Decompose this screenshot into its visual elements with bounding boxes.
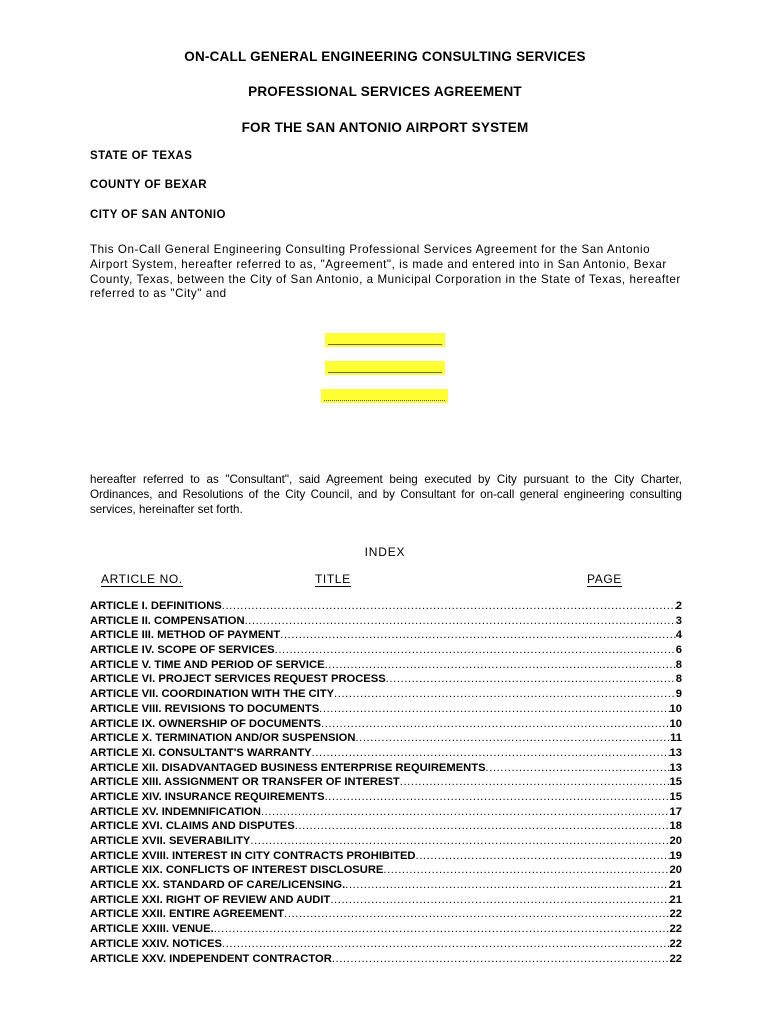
toc-leader-dots (250, 835, 669, 847)
toc-entry[interactable] (90, 732, 682, 747)
toc-entry-title: ARTICLE XIII. ASSIGNMENT OR TRANSFER OF INTEREST (90, 776, 400, 789)
toc-leader-dots (325, 791, 670, 803)
document-subtitle-airport: FOR THE SAN ANTONIO AIRPORT SYSTEM (241, 120, 529, 135)
toc-entry-page: 20 (669, 864, 682, 877)
toc-entry-page: 10 (669, 702, 682, 715)
toc-entry-title: ARTICLE III. METHOD OF PAYMENT (90, 629, 281, 642)
intro-paragraph: This On-Call General Engineering Consulting Professional Services Agreement for the San Antonio Airport System, hereafter referred to as, "Agreement", is made and entered into in San Antonio, Bexar County, Texas, between the City of San Antonio, a Municipal Corporation in the State of Texas, hereafter referred to as "City" and (90, 243, 681, 301)
toc-entry[interactable] (90, 953, 682, 968)
toc-entry-page: 15 (669, 776, 682, 789)
toc-entry-page: 22 (669, 937, 682, 950)
toc-entry-page: 6 (675, 644, 682, 657)
toc-entry-title: ARTICLE XXIV. NOTICES (90, 937, 222, 950)
document-title: ON-CALL GENERAL ENGINEERING CONSULTING SERVICES (184, 49, 586, 64)
toc-entry[interactable] (90, 688, 682, 703)
toc-entry-page: 9 (675, 688, 682, 701)
toc-entry[interactable] (90, 879, 682, 894)
toc-entry-page: 17 (669, 805, 682, 818)
toc-leader-dots (284, 908, 669, 920)
toc-entry-title: ARTICLE II. COMPENSATION (90, 614, 245, 627)
toc-entry-title: ARTICLE XXII. ENTIRE AGREEMENT (90, 908, 285, 921)
toc-entry-page: 22 (669, 952, 682, 965)
toc-entry-title: ARTICLE XXI. RIGHT OF REVIEW AND AUDIT (90, 893, 331, 906)
toc-entry[interactable] (90, 776, 682, 791)
toc-leader-dots (355, 732, 670, 744)
state-line: STATE OF TEXAS (90, 150, 193, 162)
toc-leader-dots (319, 703, 669, 715)
toc-leader-dots (416, 850, 670, 862)
toc-leader-dots (332, 953, 670, 965)
toc-leader-dots (383, 864, 669, 876)
toc-entry[interactable] (90, 659, 682, 674)
toc-entry-page: 19 (669, 849, 682, 862)
toc-entry-page: 3 (675, 614, 682, 627)
toc-entry-page: 21 (669, 893, 682, 906)
toc-entry[interactable] (90, 894, 682, 909)
toc-entry-page: 4 (675, 629, 682, 642)
toc-entry-page: 8 (675, 673, 682, 686)
toc-entry-title: ARTICLE VI. PROJECT SERVICES REQUEST PROCESS (90, 673, 386, 686)
column-header-page: PAGE (587, 572, 622, 586)
consultant-address-field[interactable] (325, 361, 445, 375)
toc-entry[interactable] (90, 673, 682, 688)
toc-leader-dots (321, 718, 670, 730)
toc-leader-dots (486, 762, 670, 774)
toc-entry-page: 18 (669, 820, 682, 833)
toc-entry[interactable] (90, 600, 682, 615)
toc-entry[interactable] (90, 718, 682, 733)
toc-entry-page: 2 (675, 600, 682, 612)
toc-entry-page: 13 (669, 761, 682, 774)
toc-entry-page: 22 (669, 923, 682, 936)
toc-entry-page: 13 (669, 746, 682, 759)
toc-entry[interactable] (90, 791, 682, 806)
toc-entry-page: 10 (669, 717, 682, 730)
toc-entry-title: ARTICLE XV. INDEMNIFICATION (90, 805, 261, 818)
toc-entry-title: ARTICLE VIII. REVISIONS TO DOCUMENTS (90, 702, 320, 715)
toc-entry[interactable] (90, 644, 682, 659)
toc-leader-dots (222, 938, 670, 950)
toc-entry-title: ARTICLE XIV. INSURANCE REQUIREMENTS (90, 790, 325, 803)
toc-entry[interactable] (90, 864, 682, 879)
toc-entry-title: ARTICLE X. TERMINATION AND/OR SUSPENSION (90, 732, 356, 745)
consultant-paragraph: hereafter referred to as "Consultant", said Agreement being executed by City pursuant to the City Charter, Ordinances, and Resolutions of the City Council, and by Consultant for on-call general engineering consulting services, hereinafter set forth. (90, 473, 682, 516)
toc-leader-dots (261, 806, 670, 818)
toc-entry-title: ARTICLE IX. OWNERSHIP OF DOCUMENTS (90, 717, 322, 730)
toc-entry-title: ARTICLE XXIII. VENUE. (90, 923, 214, 936)
toc-entry-title: ARTICLE XX. STANDARD OF CARE/LICENSING. (90, 879, 346, 892)
consultant-city-field[interactable] (321, 389, 448, 403)
toc-entry-title: ARTICLE XII. DISADVANTAGED BUSINESS ENTERPRISE REQUIREMENTS (90, 761, 486, 774)
toc-entry[interactable] (90, 835, 682, 850)
toc-entry[interactable] (90, 908, 682, 923)
toc-entry[interactable] (90, 806, 682, 821)
toc-entry[interactable] (90, 629, 682, 644)
toc-entry-title: ARTICLE IV. SCOPE OF SERVICES (90, 644, 275, 657)
toc-entry-page: 21 (669, 879, 682, 892)
toc-leader-dots (245, 615, 676, 627)
toc-entry-title: ARTICLE V. TIME AND PERIOD OF SERVICE (90, 658, 325, 671)
toc-entry-page: 15 (669, 790, 682, 803)
toc-entry-page: 11 (670, 732, 682, 745)
toc-entry-page: 8 (675, 658, 682, 671)
toc-entry[interactable] (90, 820, 682, 835)
toc-entry-page: 22 (669, 908, 682, 921)
toc-entry-title: ARTICLE VII. COORDINATION WITH THE CITY (90, 688, 335, 701)
consultant-name-field[interactable] (325, 333, 445, 347)
toc-entry-title: ARTICLE XXV. INDEPENDENT CONTRACTOR (90, 952, 332, 965)
toc-leader-dots (330, 894, 669, 906)
toc-entry-title: ARTICLE XIX. CONFLICTS OF INTEREST DISCLOSURE (90, 864, 384, 877)
toc-entry[interactable] (90, 703, 682, 718)
toc-entry[interactable] (90, 850, 682, 865)
column-header-title: TITLE (315, 572, 351, 586)
column-header-article: ARTICLE NO. (101, 572, 183, 586)
toc-leader-dots (386, 673, 676, 685)
county-line: COUNTY OF BEXAR (90, 179, 207, 191)
toc-leader-dots (325, 659, 676, 671)
toc-leader-dots (334, 688, 676, 700)
toc-entry[interactable] (90, 615, 682, 630)
toc-entry[interactable] (90, 747, 682, 762)
toc-entry[interactable] (90, 762, 682, 777)
toc-entry[interactable] (90, 938, 682, 953)
toc-entry-page: 20 (669, 835, 682, 847)
toc-entry[interactable] (90, 923, 682, 938)
toc-leader-dots (312, 747, 670, 759)
toc-leader-dots (280, 629, 676, 641)
toc-entry-title: ARTICLE XVII. SEVERABILITY (90, 835, 251, 847)
toc-entry-title: ARTICLE XI. CONSULTANT'S WARRANTY (90, 746, 312, 759)
table-of-contents (90, 600, 682, 967)
toc-entry-title: ARTICLE I. DEFINITIONS (90, 600, 222, 612)
toc-leader-dots (400, 776, 670, 788)
toc-leader-dots (295, 820, 670, 832)
toc-leader-dots (275, 644, 676, 656)
toc-entry-title: ARTICLE XVI. CLAIMS AND DISPUTES (90, 820, 295, 833)
city-line: CITY OF SAN ANTONIO (90, 209, 226, 221)
toc-entry-title: ARTICLE XVIII. INTEREST IN CITY CONTRACTS PROHIBITED (90, 849, 416, 862)
toc-leader-dots (214, 923, 670, 935)
toc-leader-dots (345, 879, 669, 891)
document-subtitle: PROFESSIONAL SERVICES AGREEMENT (248, 84, 522, 99)
toc-leader-dots (222, 600, 676, 612)
index-heading: INDEX (364, 545, 406, 559)
